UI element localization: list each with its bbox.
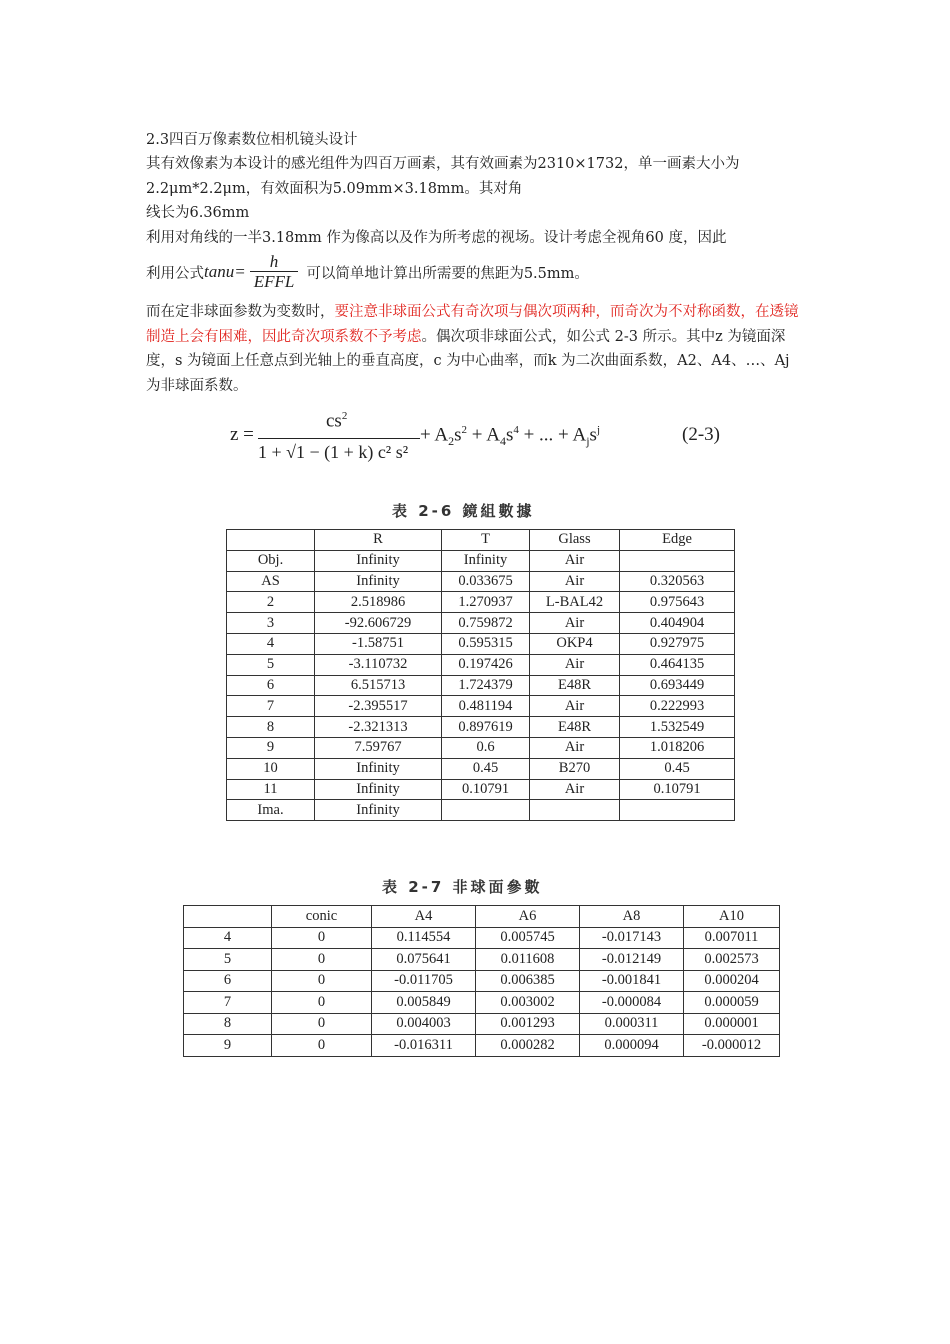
table-cell: Ima.: [227, 800, 315, 821]
table-cell: 0.001293: [476, 1013, 580, 1035]
table-cell: 0.222993: [620, 696, 735, 717]
eq-sub: 4: [499, 434, 506, 449]
table-row: [227, 758, 735, 779]
aspheric-parameter-table: [183, 905, 780, 1057]
table-cell: 0.000001: [684, 1013, 780, 1035]
formula-lhs: tanu: [204, 262, 235, 281]
table-cell: Infinity: [315, 758, 442, 779]
table-row: [227, 571, 735, 592]
table-row: [184, 970, 780, 992]
focal-formula-line: [146, 252, 589, 292]
table-cell: 6: [184, 970, 272, 992]
table-header-row: [184, 906, 780, 928]
eq-term: s: [505, 424, 514, 446]
equation-lhs: z =: [230, 424, 254, 445]
column-header: A4: [372, 906, 476, 928]
table-cell: 0.45: [620, 758, 735, 779]
table-cell: 0.10791: [620, 779, 735, 800]
table-cell: 0.000204: [684, 970, 780, 992]
table-row: [184, 992, 780, 1014]
table-cell: Infinity: [442, 550, 530, 571]
table-cell: Infinity: [315, 571, 442, 592]
table-cell: 0.004003: [372, 1013, 476, 1035]
table-cell: Infinity: [315, 550, 442, 571]
table-cell: 3: [227, 613, 315, 634]
table-cell: 11: [227, 779, 315, 800]
paragraph-aspheric: [146, 300, 806, 398]
table-cell: Air: [530, 779, 620, 800]
eq-sub: 2: [448, 434, 455, 449]
table-cell: 0.404904: [620, 613, 735, 634]
table-cell: 0.481194: [442, 696, 530, 717]
eq-sup: 2: [461, 424, 468, 436]
table-cell: Obj.: [227, 550, 315, 571]
table-cell: 6.515713: [315, 675, 442, 696]
table-cell: 0.000282: [476, 1035, 580, 1057]
table-cell: 10: [227, 758, 315, 779]
column-header: Edge: [620, 530, 735, 551]
table-row: [184, 1013, 780, 1035]
column-header: A6: [476, 906, 580, 928]
table-cell: [530, 800, 620, 821]
equation-denominator: 1 + √1 − (1 + k) c² s²: [258, 442, 409, 462]
table-cell: 0.595315: [442, 633, 530, 654]
table-cell: 8: [184, 1013, 272, 1035]
table-row: [227, 717, 735, 738]
table-cell: Air: [530, 613, 620, 634]
formula-numerator: h: [269, 251, 279, 271]
table-cell: -1.58751: [315, 633, 442, 654]
column-header: A8: [580, 906, 684, 928]
table-cell: 4: [184, 927, 272, 949]
table-cell: 7.59767: [315, 737, 442, 758]
table-cell: -0.000012: [684, 1035, 780, 1057]
table1-caption: 表 2-6 鏡組數據: [392, 502, 535, 520]
table-row: [227, 800, 735, 821]
table-cell: -3.110732: [315, 654, 442, 675]
table-cell: 0: [272, 970, 372, 992]
table-cell: [620, 550, 735, 571]
table-row: [184, 949, 780, 971]
table-cell: -0.016311: [372, 1035, 476, 1057]
table-cell: 0.10791: [442, 779, 530, 800]
table-cell: -92.606729: [315, 613, 442, 634]
table-cell: 0.005745: [476, 927, 580, 949]
table-cell: 7: [184, 992, 272, 1014]
table-cell: 1.270937: [442, 592, 530, 613]
table-cell: 4: [227, 633, 315, 654]
eq-term: + A: [467, 424, 500, 446]
table-cell: -0.012149: [580, 949, 684, 971]
table-cell: 0.033675: [442, 571, 530, 592]
lens-data-table: [226, 529, 735, 821]
formula-suffix: 可以简单地计算出所需要的焦距为5.5mm。: [306, 265, 589, 282]
table-cell: L-BAL42: [530, 592, 620, 613]
table-cell: 0: [272, 1013, 372, 1035]
formula-fraction: [250, 253, 299, 292]
table-row: [227, 779, 735, 800]
table-cell: 0.197426: [442, 654, 530, 675]
table-cell: -0.000084: [580, 992, 684, 1014]
column-header: T: [442, 530, 530, 551]
table-cell: 0.006385: [476, 970, 580, 992]
table-cell: OKP4: [530, 633, 620, 654]
table-cell: 0.000094: [580, 1035, 684, 1057]
table-cell: -2.321313: [315, 717, 442, 738]
table-cell: [620, 800, 735, 821]
table-cell: 0.002573: [684, 949, 780, 971]
paragraph-aspheric-body: 。偶次项非球面公式，如公式 2-3 所示。其中z 为镜面深度，s 为镜面上任意点到光轴上的垂直高度，c 为中心曲率，而k 为二次曲面系数，A2、A4、…、Aj 为非球面系数。: [146, 328, 790, 394]
equation-numerator-exp: 2: [341, 410, 348, 422]
eq-term: + A: [420, 424, 449, 446]
formula-equals: =: [234, 262, 246, 281]
table-row: [227, 675, 735, 696]
table-row: [184, 1035, 780, 1057]
table-row: [227, 654, 735, 675]
table-cell: 5: [227, 654, 315, 675]
table-cell: 0.000059: [684, 992, 780, 1014]
table-cell: Air: [530, 571, 620, 592]
table-cell: 0.003002: [476, 992, 580, 1014]
equation-fraction-bar: [258, 438, 420, 439]
column-header: R: [315, 530, 442, 551]
table-cell: 2.518986: [315, 592, 442, 613]
column-header: Glass: [530, 530, 620, 551]
table-cell: [442, 800, 530, 821]
column-header: conic: [272, 906, 372, 928]
table-cell: 0.6: [442, 737, 530, 758]
table-cell: 0: [272, 949, 372, 971]
table-cell: AS: [227, 571, 315, 592]
table-cell: 0.975643: [620, 592, 735, 613]
table-cell: 0.320563: [620, 571, 735, 592]
eq-term: s: [589, 424, 597, 446]
table-header-row: [227, 530, 735, 551]
table-row: [227, 550, 735, 571]
formula-prefix: 利用公式: [146, 265, 204, 282]
table-cell: 1.018206: [620, 737, 735, 758]
table-cell: 9: [184, 1035, 272, 1057]
table-cell: -0.011705: [372, 970, 476, 992]
equation-numerator: [326, 410, 347, 432]
table-cell: 0.000311: [580, 1013, 684, 1035]
table-cell: 0.897619: [442, 717, 530, 738]
table-cell: E48R: [530, 717, 620, 738]
table-cell: 5: [184, 949, 272, 971]
table-row: [227, 633, 735, 654]
table-cell: Air: [530, 737, 620, 758]
formula-denominator: EFFL: [253, 271, 295, 291]
paragraph-aspheric-intro: 而在定非球面参数为变数时，: [146, 304, 335, 320]
table-cell: 0: [272, 927, 372, 949]
column-header: [184, 906, 272, 928]
table-cell: 1.724379: [442, 675, 530, 696]
section-heading: 2.3四百万像素数位相机镜头设计: [146, 132, 358, 148]
table2-caption: 表 2-7 非球面參數: [382, 878, 543, 896]
table-row: [227, 696, 735, 717]
table-cell: E48R: [530, 675, 620, 696]
table-cell: 0.759872: [442, 613, 530, 634]
table-cell: 0.45: [442, 758, 530, 779]
table-row: [227, 613, 735, 634]
table-cell: 0.011608: [476, 949, 580, 971]
eq-term: s: [454, 424, 462, 446]
paragraph-field: 利用对角线的一半3.18mm 作为像高以及作为所考虑的视场。设计考虑全视角60 度，因此: [146, 230, 727, 246]
table-cell: 0: [272, 1035, 372, 1057]
table-row: [184, 927, 780, 949]
table-cell: 0: [272, 992, 372, 1014]
paragraph-sensor-diagonal: 线长为6.36mm: [146, 205, 250, 221]
equation-number: (2-3): [682, 424, 720, 445]
aspheric-equation: [230, 402, 730, 472]
table-cell: 8: [227, 717, 315, 738]
table-cell: 9: [227, 737, 315, 758]
eq-sup: 4: [513, 424, 519, 436]
table-cell: Infinity: [315, 800, 442, 821]
eq-sup: j: [596, 424, 601, 436]
table-cell: 7: [227, 696, 315, 717]
table-cell: 0.075641: [372, 949, 476, 971]
table-cell: 0.007011: [684, 927, 780, 949]
table-cell: 2: [227, 592, 315, 613]
table-cell: 0.005849: [372, 992, 476, 1014]
eq-term: + ... + A: [518, 424, 587, 446]
table-cell: 0.693449: [620, 675, 735, 696]
paragraph-sensor-text: 其有效像素为本设计的感光组件为四百万画素，其有效画素为2310×1732，单一画素大小为2.2μm*2.2μm，有效面积为5.09mm×3.18mm。其对角: [146, 156, 740, 197]
equation-rhs: [420, 424, 600, 449]
column-header: A10: [684, 906, 780, 928]
table-row: [227, 592, 735, 613]
table-cell: -0.017143: [580, 927, 684, 949]
table-cell: Air: [530, 654, 620, 675]
table-cell: Infinity: [315, 779, 442, 800]
table-cell: 0.464135: [620, 654, 735, 675]
table-cell: -0.001841: [580, 970, 684, 992]
eq-sub: j: [586, 434, 590, 449]
table-row: [227, 737, 735, 758]
table-cell: 0.114554: [372, 927, 476, 949]
column-header: [227, 530, 315, 551]
table-cell: B270: [530, 758, 620, 779]
paragraph-aspheric-warning: 要注意非球面公式有奇次项与偶次项两种，而奇次为不对称函数，在透镜制造上会有困难，因此奇次项系数不予考虑: [146, 304, 799, 345]
table-cell: 0.927975: [620, 633, 735, 654]
table-cell: -2.395517: [315, 696, 442, 717]
equation-numerator-text: cs: [326, 410, 342, 432]
table-cell: Air: [530, 696, 620, 717]
table-cell: 6: [227, 675, 315, 696]
table-cell: 1.532549: [620, 717, 735, 738]
paragraph-sensor: [146, 152, 806, 226]
table-cell: Air: [530, 550, 620, 571]
